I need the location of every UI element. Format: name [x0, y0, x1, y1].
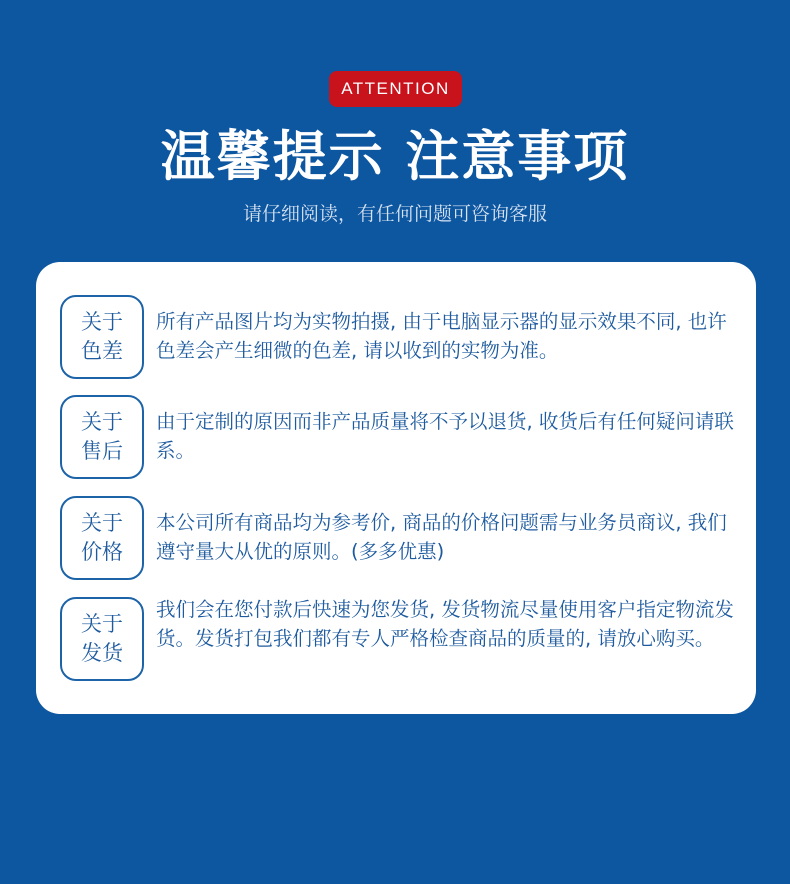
notice-item-shipping — [60, 597, 732, 681]
notice-item-after-sales — [60, 395, 732, 479]
notice-item-color-difference — [60, 295, 732, 379]
notice-tag — [60, 597, 144, 681]
notice-tag-line1: 关于 — [81, 310, 123, 334]
notice-tag — [60, 295, 144, 379]
notice-tag-line2: 价格 — [81, 540, 123, 564]
page-subtitle: 请仔细阅读，有任何问题可咨询客服 — [242, 203, 547, 225]
notice-tag-line2: 售后 — [81, 439, 123, 463]
page-title: 温馨提示 注意事项 — [160, 125, 630, 188]
notice-text: 本公司所有商品均为参考价, 商品的价格问题需与业务员商议, 我们遵守量大从优的原则。(多多优惠) — [156, 511, 727, 563]
attention-badge: ATTENTION — [329, 71, 462, 107]
notice-tag-line1: 关于 — [81, 511, 123, 535]
notice-tag-line2: 色差 — [81, 339, 123, 363]
notice-tag-line2: 发货 — [81, 641, 123, 665]
notice-text: 由于定制的原因而非产品质量将不予以退货, 收货后有任何疑问请联系。 — [156, 410, 734, 462]
notice-tag — [60, 395, 144, 479]
notice-tag-line1: 关于 — [81, 410, 123, 434]
notice-tag-line1: 关于 — [81, 612, 123, 636]
notice-item-price — [60, 496, 732, 580]
notice-tag — [60, 496, 144, 580]
notice-text: 所有产品图片均为实物拍摄, 由于电脑显示器的显示效果不同, 也许色差会产生细微的色差, 请以收到的实物为准。 — [156, 310, 727, 362]
notice-card — [36, 262, 756, 714]
notice-text: 我们会在您付款后快速为您发货, 发货物流尽量使用客户指定物流发货。发货打包我们都有专人严格检查商品的质量的, 请放心购买。 — [156, 598, 734, 650]
